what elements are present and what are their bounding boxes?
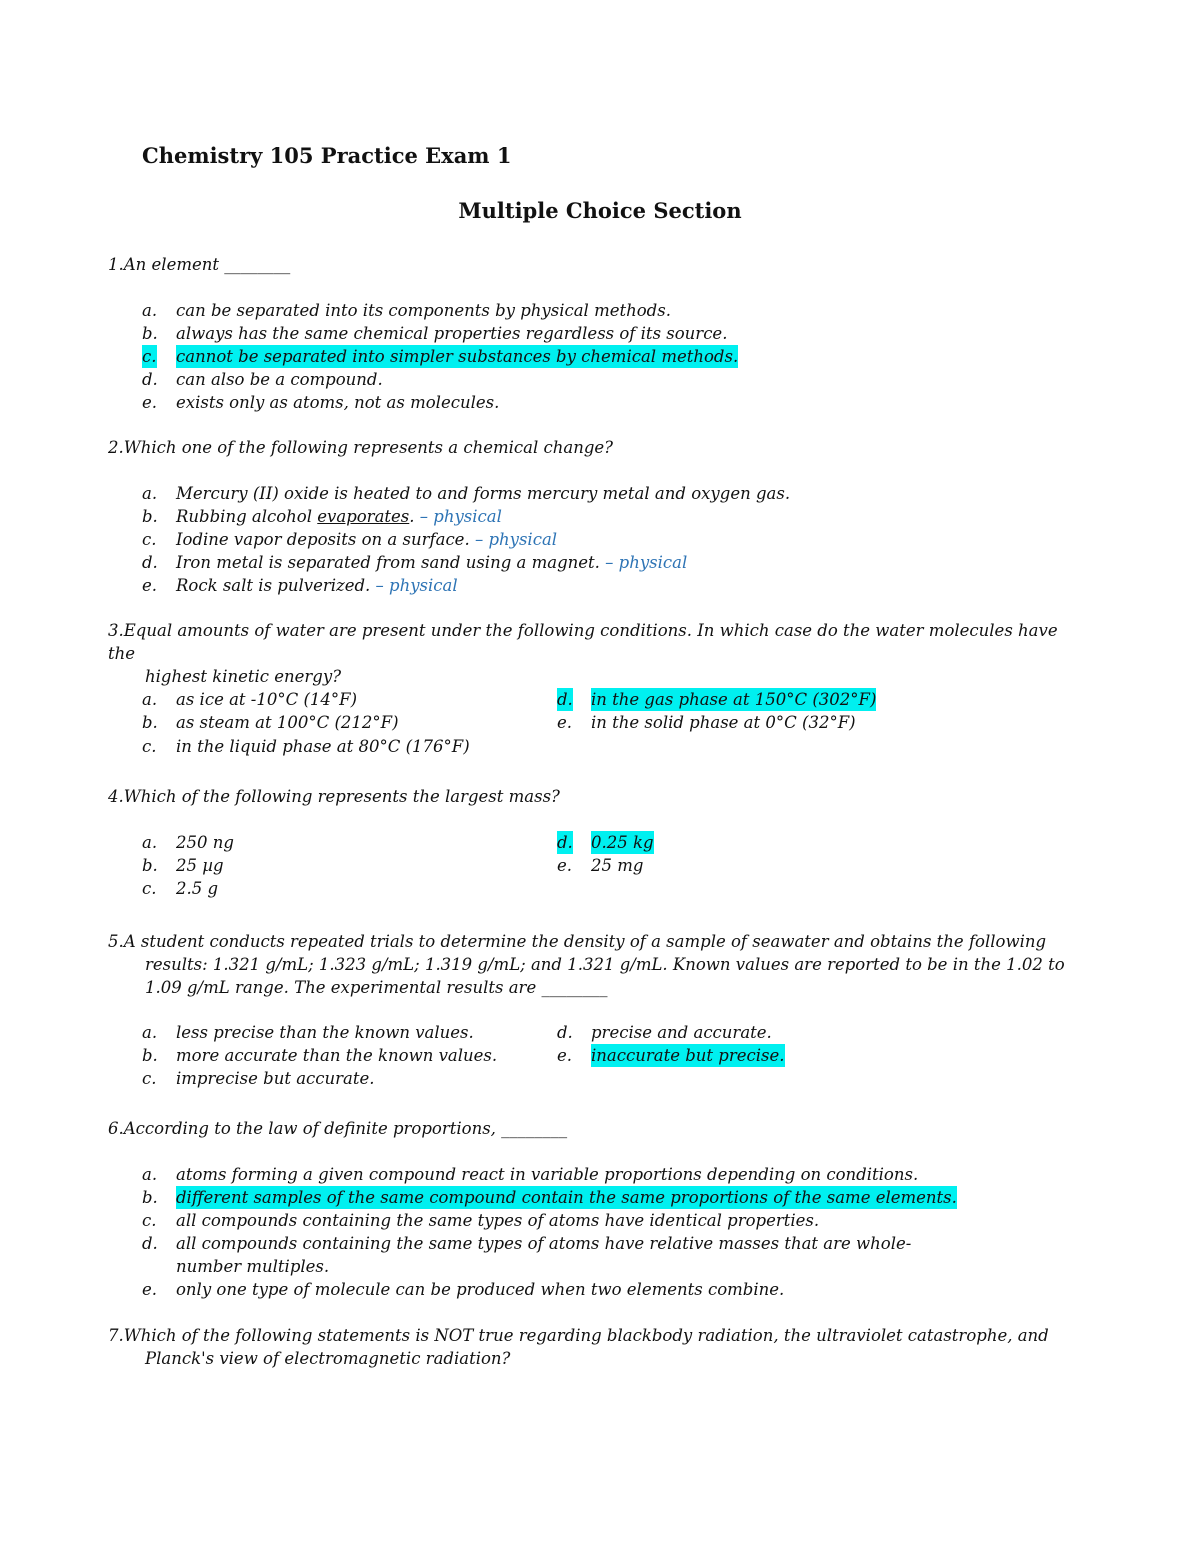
stem-line: 3.Equal amounts of water are present under the following conditions. In which case do the water molecules have the: [108, 621, 1058, 663]
stem-line: 1.09 g/mL range. The experimental results are ________: [145, 978, 608, 997]
question-7-stem: [108, 1324, 1068, 1370]
question-6-stem: 6.According to the law of definite proportions, ________: [108, 1119, 568, 1138]
option-letter: c.: [142, 530, 157, 549]
option-text-underlined: evaporates: [317, 507, 410, 526]
option-letter: c.: [142, 879, 157, 898]
option-text: exists only as atoms, not as molecules.: [176, 393, 500, 412]
annotation-note: – physical: [370, 576, 458, 595]
question-2-stem: 2.Which one of the following represents a chemical change?: [108, 438, 614, 457]
option-letter: b.: [142, 713, 158, 732]
option-letter: c.: [142, 1211, 157, 1230]
page-title: Chemistry 105 Practice Exam 1: [142, 143, 512, 168]
option-letter: a.: [142, 833, 158, 852]
option-text: can also be a compound.: [176, 370, 383, 389]
option-letter: b.: [142, 1188, 158, 1207]
option-text-main: Iron metal is separated from sand using a magnet.: [176, 553, 600, 572]
annotation-note: – physical: [469, 530, 558, 549]
option-letter: b.: [142, 324, 158, 343]
option-text: [176, 551, 687, 574]
stem-line: Planck's view of electromagnetic radiation?: [145, 1349, 511, 1368]
option-text: 25 µg: [176, 856, 224, 875]
option-text: in the solid phase at 0°C (32°F): [591, 713, 856, 732]
annotation-note: – physical: [414, 507, 502, 526]
section-title: Multiple Choice Section: [458, 198, 742, 223]
option-text: can be separated into its components by physical methods.: [176, 301, 671, 320]
option-text: as steam at 100°C (212°F): [176, 713, 399, 732]
option-letter: e.: [557, 713, 573, 732]
option-letter: e.: [557, 1046, 573, 1065]
option-letter: e.: [557, 856, 573, 875]
option-letter: b.: [142, 1046, 158, 1065]
option-text: [176, 505, 502, 528]
option-text: [176, 574, 458, 597]
option-letter: d.: [557, 690, 573, 709]
option-text: all compounds containing the same types of atoms have relative masses that are whole-number multiples.: [176, 1234, 912, 1276]
option-letter: d.: [142, 1234, 158, 1253]
option-letter: a.: [142, 690, 158, 709]
option-letter: d.: [142, 370, 158, 389]
option-text: only one type of molecule can be produced when two elements combine.: [176, 1280, 785, 1299]
option-letter: e.: [142, 576, 158, 595]
annotation-note: – physical: [599, 553, 688, 572]
question-5-stem: [108, 930, 1068, 999]
option-text: imprecise but accurate.: [176, 1069, 375, 1088]
stem-line: 5.A student conducts repeated trials to determine the density of a sample of seawater and obtains the following: [108, 932, 1047, 951]
option-letter: a.: [142, 301, 158, 320]
option-text-post: .: [409, 507, 415, 526]
option-text-highlighted: cannot be separated into simpler substances by chemical methods.: [176, 347, 739, 366]
option-letter: e.: [142, 1280, 158, 1299]
option-letter: a.: [142, 484, 158, 503]
question-4-stem: 4.Which of the following represents the largest mass?: [108, 787, 560, 806]
question-3-stem: [108, 619, 1068, 688]
stem-line: highest kinetic energy?: [145, 667, 342, 686]
option-letter: d.: [557, 833, 573, 852]
option-text: [176, 528, 557, 551]
option-text: 250 ng: [176, 833, 234, 852]
option-letter: c.: [142, 1069, 157, 1088]
option-text: atoms forming a given compound react in variable proportions depending on conditions.: [176, 1165, 919, 1184]
stem-line: results: 1.321 g/mL; 1.323 g/mL; 1.319 g/mL; and 1.321 g/mL. Known values are reported to be in the 1.02 to: [145, 955, 1065, 974]
stem-line: 7.Which of the following statements is NOT true regarding blackbody radiation, the ultraviolet catastrophe, and: [108, 1326, 1049, 1345]
option-text: 2.5 g: [176, 879, 219, 898]
option-letter: d.: [142, 553, 158, 572]
option-letter: b.: [142, 507, 158, 526]
option-text: always has the same chemical properties regardless of its source.: [176, 324, 728, 343]
option-letter: c.: [142, 347, 157, 366]
question-1-stem: 1.An element ________: [108, 255, 291, 274]
option-text-highlighted: 0.25 kg: [591, 833, 654, 852]
option-text-highlighted: in the gas phase at 150°C (302°F): [591, 690, 877, 709]
option-text-highlighted: different samples of the same compound contain the same proportions of the same elements.: [176, 1188, 957, 1207]
option-text: Mercury (II) oxide is heated to and forms mercury metal and oxygen gas.: [176, 484, 791, 503]
option-text: precise and accurate.: [591, 1023, 772, 1042]
option-letter: b.: [142, 856, 158, 875]
option-letter: a.: [142, 1023, 158, 1042]
option-text: more accurate than the known values.: [176, 1046, 498, 1065]
option-letter: c.: [142, 737, 157, 756]
option-text-highlighted: inaccurate but precise.: [591, 1046, 785, 1065]
option-text: as ice at -10°C (14°F): [176, 690, 358, 709]
option-text-main: Iodine vapor deposits on a surface.: [176, 530, 470, 549]
option-text: all compounds containing the same types of atoms have identical properties.: [176, 1211, 820, 1230]
option-text-pre: Rubbing alcohol: [176, 507, 318, 526]
option-letter: e.: [142, 393, 158, 412]
option-text: less precise than the known values.: [176, 1023, 474, 1042]
option-text: in the liquid phase at 80°C (176°F): [176, 737, 470, 756]
option-letter: a.: [142, 1165, 158, 1184]
option-text: 25 mg: [591, 856, 644, 875]
option-text-main: Rock salt is pulverized.: [176, 576, 371, 595]
option-letter: d.: [557, 1023, 573, 1042]
